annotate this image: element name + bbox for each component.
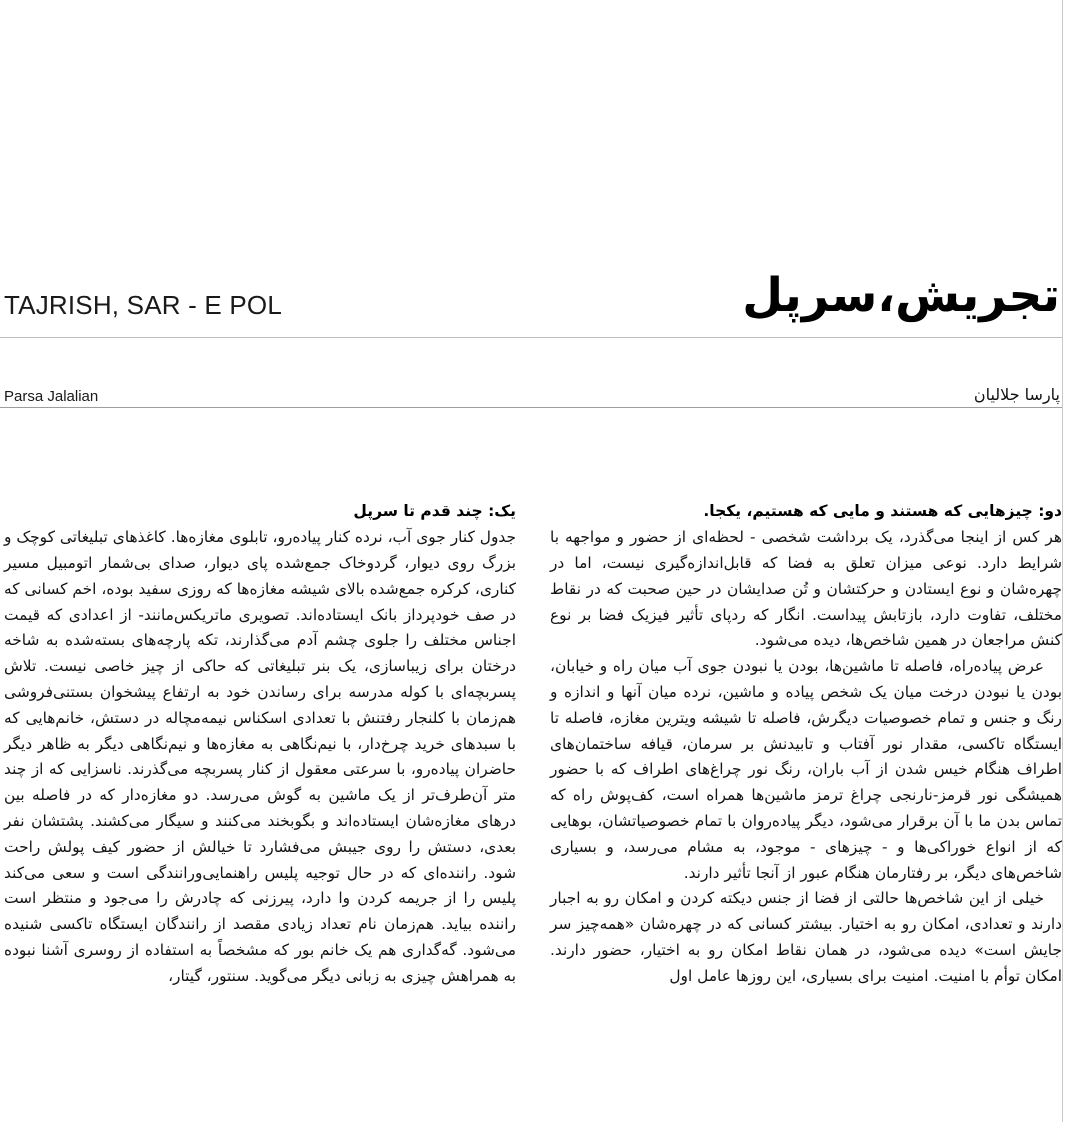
masthead xyxy=(0,268,1066,422)
title-divider-rule xyxy=(0,337,1062,338)
author-row xyxy=(0,385,1066,422)
page-title-english: TAJRISH, SAR - E POL xyxy=(4,290,288,321)
paragraph: خیلی از این شاخص‌ها حالتی از فضا از جنس دیکته کردن و امکان رو به اجبار دارند و تعدادی، امکان رو به اختیار. بیشتر کسانی که در چهره‌شان «همه‌چیز سر جایش است» دیده می‌شود، در همان نقاط امکان رو به اختیار، حضور دارند. امکان توأم با امنیت. امنیت برای بسیاری، این روزها عامل اول xyxy=(550,889,1062,985)
author-name-persian: پارسا جلالیان xyxy=(970,385,1060,404)
section-heading-one: یک: چند قدم تا سرپل xyxy=(353,502,516,520)
column-right xyxy=(4,500,516,1122)
author-divider-rule xyxy=(0,407,1062,408)
body-columns xyxy=(0,500,1066,1122)
page-title-persian: تجریش،سرپل xyxy=(742,268,1060,323)
column-left xyxy=(550,500,1062,1122)
paragraph: جدول کنار جوی آب، نرده کنار پیاده‌رو، تابلوی مغازه‌ها. کاغذهای تبلیغاتی کوچک و بزرگ روی دیوار، گردوخاک جمع‌شده پای دیوار، صدای بی‌شمار اتومبیل مسیر کناری، کرکره جمع‌شده بالای شیشه مغازه‌ها که روزی سفید بوده، اخم کسانی که در صف خودپرداز بانک ایستاده‌اند. تصویری ماتریکس‌مانند- از اعدادی که قیمت اجناس مختلف را جلوی چشم آدم می‌گذارند، تکه پارچه‌های بسته‌شده به شاخه درختان برای زیباسازی، یک بنر تبلیغاتی که حاکی از چیز خاصی نیست. تلاش پسربچه‌ای با کوله مدرسه برای رساندن خود به ارتفاع پیشخوان بستنی‌فروشی هم‌زمان با کلنجار رفتنش با تعدادی اسکناس نیمه‌مچاله در دستش، خانم‌هایی که با سبدهای خرید چرخ‌دار، با نیم‌نگاهی به مغازه‌ها و نیم‌نگاهی دیگر به ظاهر دیگر حاضران پیاده‌رو، با سرعتی معقول از کنار پسربچه می‌گذرند. ناسزایی که از چند متر آن‌طرف‌تر از یک ماشین به گوش می‌رسد. دو مغازه‌دار که در فاصله بین درهای مغازه‌شان ایستاده‌اند و بگوبخند می‌کنند و سیگار می‌کشند. پشتشان نفر بعدی، دستش را روی جیبش می‌فشارد تا خیالش از حضور کیف پولش راحت شود. راننده‌ای که در حال توجیه پلیس راهنمایی‌ورانندگی است و سعی می‌کند پلیس را از جریمه کردن وا دارد، پیرزنی که چادرش را می‌جود و منتظر است راننده بیاید. هم‌زمان نام تعداد زیادی مقصد از رانندگان ایستگاه تاکسی شنیده می‌شود. گه‌گداری هم یک خانم بور که مشخصاً به استفاده از روسری آشنا نبوده به همراهش چیزی به زبانی دیگر می‌گوید. سنتور، گیتار، xyxy=(4,528,516,985)
paragraph: هر کس از اینجا می‌گذرد، یک برداشت شخصی - لحظه‌ای از حضور و مواجهه با شرایط دارد. نوعی میزان تعلق به فضا که قابل‌اندازه‌گیری نیست، اما در چهره‌شان و نوع ایستادن و حرکتشان و تُن صدایشان در حین صحبت که در نقاط مختلف، تفاوت دارد، بازتابش پیداست. انگار که ردپای تأثیر فیزیک فضا بر نوع کنش مراجعان در همین شاخص‌ها، دیده می‌شود. xyxy=(550,528,1062,650)
title-row xyxy=(0,268,1066,344)
section-heading-two: دو: چیزهایی که هستند و مایی که هستیم، یکجا. xyxy=(703,502,1062,520)
author-name-english: Parsa Jalalian xyxy=(4,388,103,405)
paragraph: عرض پیاده‌راه، فاصله تا ماشین‌ها، بودن یا نبودن جوی آب میان راه و خیابان، بودن یا نبودن درخت میان یک شخص پیاده و ماشین، نرده میان آنها و اندازه و رنگ و جنس و تمام خصوصیات دیگرش، فاصله تا شیشه ویترین مغازه، فاصله تا ایستگاه تاکسی، مقدار نور آفتاب و تابیدنش بر سرمان، قیافه ساختمان‌های اطراف هنگام خیس شدن از آب باران، رنگ نور چراغ‌های اطراف که با حضور همیشگی نور قرمز-نارنجی چراغ ترمز ماشین‌ها همراه است، کف‌پوش راه که تماس بدن ما با آن برقرار می‌شود، دیگر پیاده‌روان با تمام خصوصیاتشان، بوهایی که از انواع خوراکی‌ها و - چیزهای - موجود، به مشام می‌رسد، و بسیاری شاخص‌های دیگر، بر رفتارمان هنگام عبور از آنجا تأثیر دارند. xyxy=(550,657,1062,882)
